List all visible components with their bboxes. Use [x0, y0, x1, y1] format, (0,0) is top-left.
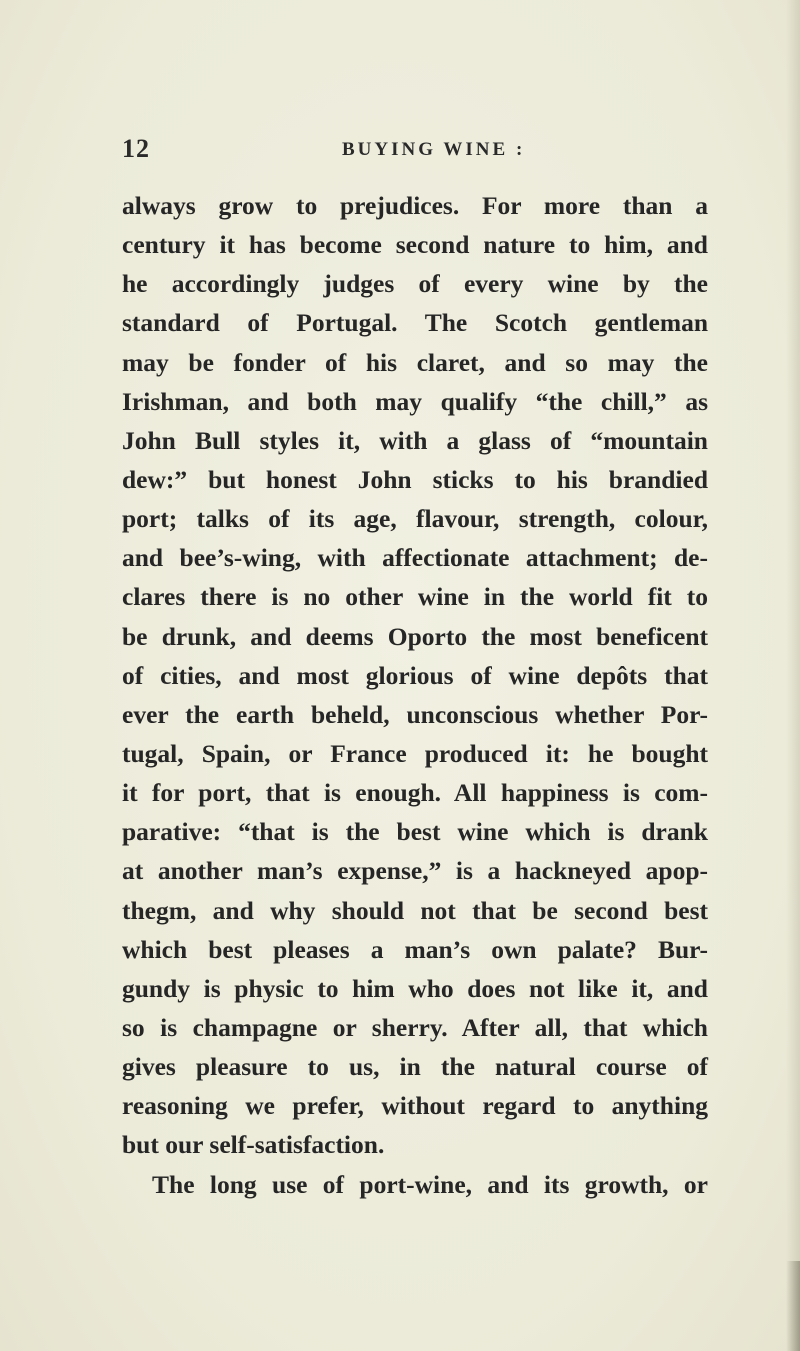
- text-line: thegm, and why should not that be second best: [122, 895, 708, 925]
- text-line: which best pleases a man’s own palate? Bur-: [122, 934, 708, 964]
- paragraph-start-line: The long use of port-wine, and its growth, or: [152, 1169, 708, 1199]
- text-line: John Bull styles it, with a glass of “mountain: [122, 425, 708, 455]
- running-title: BUYING WINE :: [342, 139, 526, 160]
- page-header: [122, 134, 708, 174]
- text-line: gundy is physic to him who does not like it, and: [122, 973, 708, 1003]
- text-line: reasoning we prefer, without regard to anything: [122, 1091, 708, 1121]
- text-line: it for port, that is enough. All happiness is com-: [122, 778, 708, 808]
- paragraph-end-line: but our self-satisfaction.: [122, 1130, 385, 1160]
- text-line: clares there is no other wine in the world fit to: [122, 582, 708, 612]
- text-line: standard of Portugal. The Scotch gentleman: [122, 308, 708, 338]
- text-line: of cities, and most glorious of wine depôts that: [122, 660, 708, 690]
- page-corner-shadow: [786, 1261, 800, 1351]
- text-line: parative: “that is the best wine which is drank: [122, 817, 708, 847]
- text-line: at another man’s expense,” is a hackneyed apop-: [122, 856, 708, 886]
- text-line: be drunk, and deems Oporto the most beneficent: [122, 621, 708, 651]
- text-line: ever the earth beheld, unconscious whether Por-: [122, 699, 708, 729]
- text-line: always grow to prejudices. For more than a: [122, 191, 708, 220]
- body-text: [122, 186, 708, 1204]
- text-line: so is champagne or sherry. After all, that which: [122, 1012, 708, 1042]
- text-line: may be fonder of his claret, and so may the: [122, 347, 708, 377]
- text-line: he accordingly judges of every wine by the: [122, 269, 708, 299]
- text-line: gives pleasure to us, in the natural course of: [122, 1052, 708, 1082]
- text-line: dew:” but honest John sticks to his brandied: [122, 464, 708, 494]
- text-line: and bee’s-wing, with affectionate attachment; de-: [122, 543, 708, 573]
- text-line: century it has become second nature to him, and: [122, 230, 708, 260]
- text-line: tugal, Spain, or France produced it: he bought: [122, 738, 708, 768]
- text-line: port; talks of its age, flavour, strength, colour,: [122, 504, 708, 534]
- page-number: 12: [122, 134, 150, 163]
- text-line: Irishman, and both may qualify “the chill,” as: [122, 386, 708, 416]
- page-edge-shadow: [786, 0, 800, 1351]
